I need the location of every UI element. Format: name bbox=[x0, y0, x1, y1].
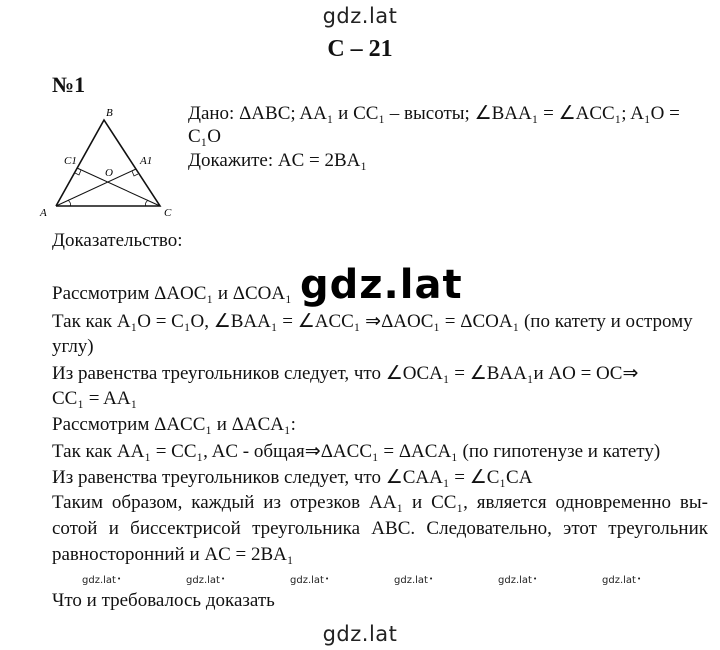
given-line-2: C₁O bbox=[188, 126, 222, 147]
proof-line-9: Таким образом, каждый из отрезков AA₁ и CC₁, является одновременно вы- bbox=[52, 492, 708, 513]
label-c1: C1 bbox=[64, 155, 77, 167]
problem-number: №1 bbox=[52, 72, 86, 97]
proof-line-7: Так как AA₁ = CC₁, AC - общая⇒ΔACC₁ = ΔACA₁ (по гипотенузе и катету) bbox=[52, 441, 661, 462]
label-c: C bbox=[164, 207, 172, 219]
watermark-small-2: gdz.lat • bbox=[186, 575, 225, 586]
watermark-small-1: gdz.lat • bbox=[82, 575, 121, 586]
watermark-small-5: gdz.lat • bbox=[498, 575, 537, 586]
proof-line-5: CC₁ = AA₁ bbox=[52, 388, 138, 409]
watermark-small-6: gdz.lat • bbox=[602, 575, 641, 586]
proof-conclusion: Что и требовалось доказать bbox=[52, 590, 275, 611]
watermark-bottom: gdz.lat bbox=[322, 622, 398, 646]
label-o: O bbox=[105, 167, 113, 179]
label-a1: A1 bbox=[140, 155, 153, 167]
watermark-small-4: gdz.lat • bbox=[394, 575, 433, 586]
proof-line-11: равносторонний и AC = 2BA₁ bbox=[52, 544, 294, 565]
triangle-figure bbox=[36, 102, 180, 225]
proof-line-8: Из равенства треугольников следует, что ∠CAA₁ = ∠C₁CA bbox=[52, 467, 533, 488]
angle-arc-a bbox=[68, 200, 71, 206]
proof-line-10: сотой и биссектрисой треугольника ABC. Следовательно, этот треугольник bbox=[52, 518, 708, 539]
watermark-overlay: gdz.lat bbox=[300, 262, 463, 308]
given-line-1: Дано: ΔABC; AA₁ и CC₁ – высоты; ∠BAA₁ = ∠ACC₁; A₁O = bbox=[188, 103, 680, 124]
proof-line-2: Так как A₁O = C₁O, ∠BAA₁ = ∠ACC₁ ⇒ΔAOC₁ = ΔCOA₁ (по катету и острому bbox=[52, 311, 693, 332]
given-line-3: Докажите: AC = 2BA₁ bbox=[188, 150, 368, 171]
proof-line-6: Рассмотрим ΔACC₁ и ΔACA₁: bbox=[52, 414, 296, 435]
proof-line-3: углу) bbox=[52, 336, 94, 357]
label-a: A bbox=[40, 207, 47, 219]
watermark-top: gdz.lat bbox=[322, 4, 398, 28]
label-b: B bbox=[106, 107, 113, 119]
proof-line-4: Из равенства треугольников следует, что ∠OCA₁ = ∠BAA₁и AO = OC⇒ bbox=[52, 363, 639, 384]
watermark-small-3: gdz.lat • bbox=[290, 575, 329, 586]
angle-arc-c bbox=[145, 200, 148, 206]
proof-heading: Доказательство: bbox=[52, 230, 183, 251]
proof-line-1: Рассмотрим ΔAOC₁ и ΔCOA₁ bbox=[52, 283, 292, 304]
section-title: С – 21 bbox=[327, 36, 393, 62]
